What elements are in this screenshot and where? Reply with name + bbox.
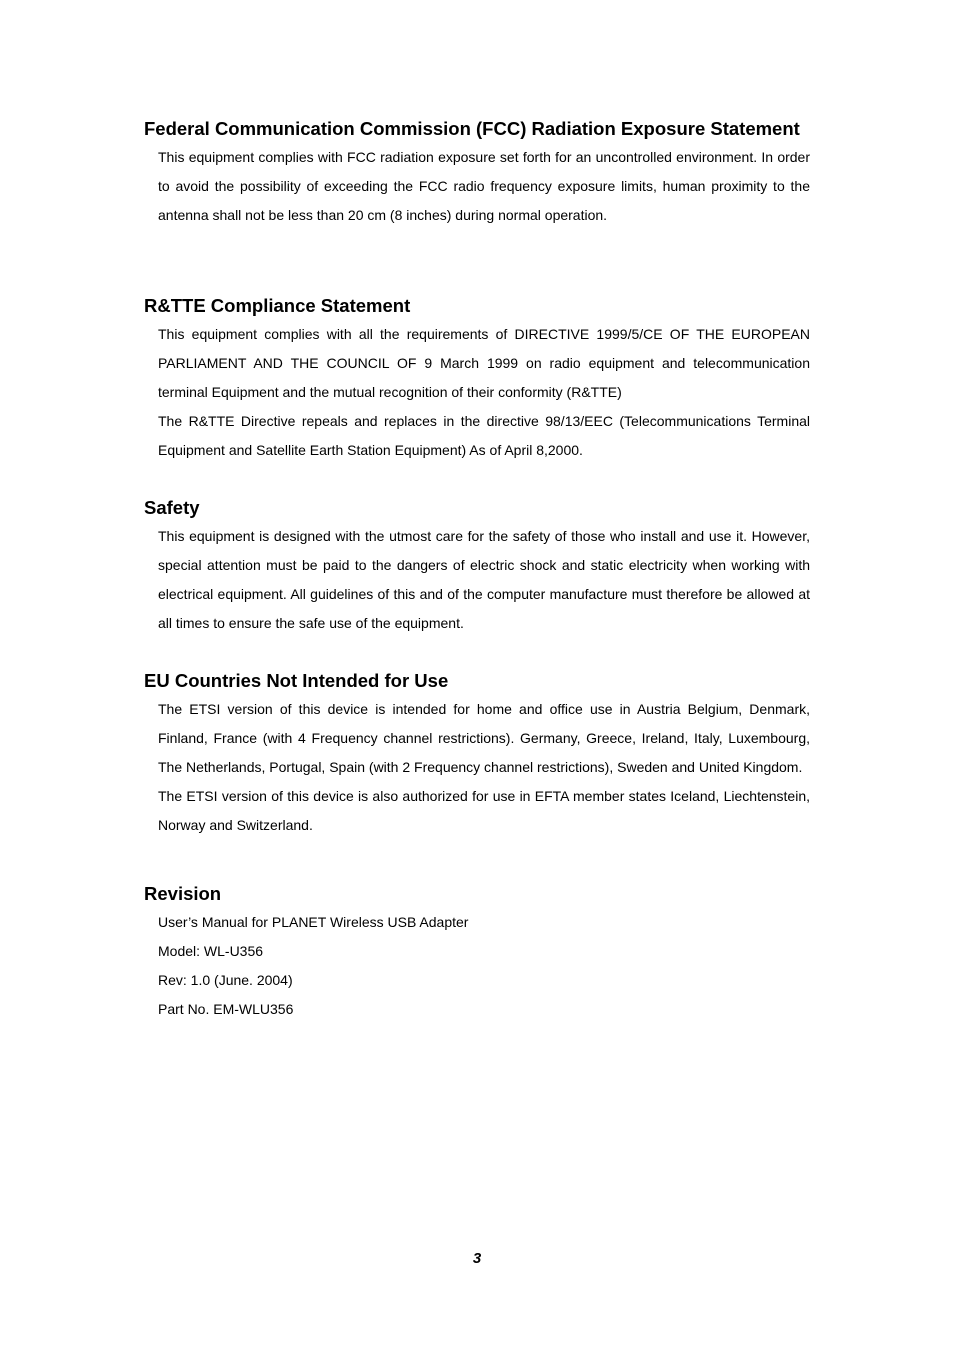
paragraph: The ETSI version of this device is also authorized for use in EFTA member states Iceland, Liechtenstein, Norway and Switzerland. [158,788,810,833]
revision-rev: Rev: 1.0 (June. 2004) [158,972,293,988]
paragraph: This equipment is designed with the utmost care for the safety of those who install and use it. However, special attention must be paid to the dangers of electric shock and static electricity when working with electrical equipment. All guidelines of this and of the computer manufacture must therefore be allowed at all times to ensure the safe use of the equipment. [158,528,810,631]
section-revision [144,879,810,1024]
section-body [158,320,810,465]
section-fcc-statement [144,114,810,230]
section-heading: Federal Communication Commission (FCC) Radiation Exposure Statement [144,118,800,139]
section-rtte-compliance [144,291,810,465]
section-safety [144,493,810,638]
section-heading: Revision [144,883,222,904]
paragraph: The R&TTE Directive repeals and replaces in the directive 98/13/EEC (Telecommunications Terminal Equipment and Satellite Earth Station Equipment) As of April 8,2000. [158,413,810,458]
section-body [158,908,810,1024]
section-body [158,522,810,638]
section-heading: Safety [144,497,200,518]
page-number: 3 [472,1250,482,1267]
section-body [158,695,810,840]
revision-manual-title: User’s Manual for PLANET Wireless USB Adapter [158,914,469,930]
section-body [158,143,810,230]
section-heading: EU Countries Not Intended for Use [144,670,449,691]
revision-model: Model: WL-U356 [158,943,264,959]
revision-part-number: Part No. EM-WLU356 [158,1001,294,1017]
paragraph: This equipment complies with all the requirements of DIRECTIVE 1999/5/CE OF THE EUROPEAN PARLIAMENT AND THE COUNCIL OF 9 March 1999 on radio equipment and telecommunication terminal Equipment and the mutual recognition of their conformity (R&TTE) [158,326,810,400]
paragraph: This equipment complies with FCC radiation exposure set forth for an uncontrolled environment. In order to avoid the possibility of exceeding the FCC radio frequency exposure limits, human proximity to the antenna shall not be less than 20 cm (8 inches) during normal operation. [158,149,810,223]
paragraph: The ETSI version of this device is intended for home and office use in Austria Belgium, Denmark, Finland, France (with 4 Frequency channel restrictions). Germany, Greece, Ireland, Italy, Luxembourg, The Netherlands, Portugal, Spain (with 2 Frequency channel restrictions), Sweden and United Kingdom. [158,701,810,775]
section-eu-countries [144,666,810,840]
section-heading: R&TTE Compliance Statement [144,295,411,316]
